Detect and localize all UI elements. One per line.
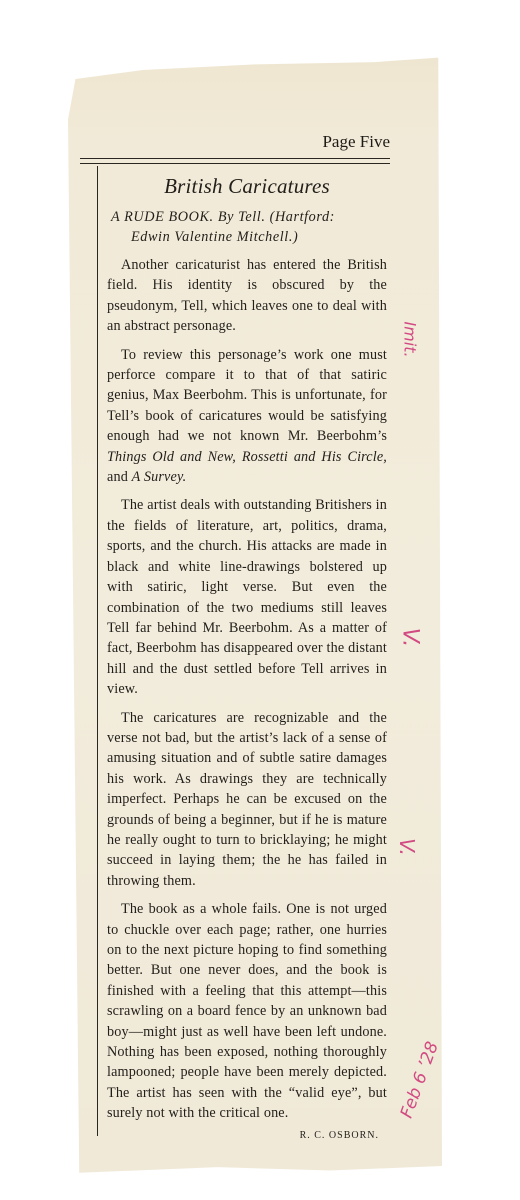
- citation-line-1: A RUDE BOOK. By Tell. (Hartford:: [111, 209, 335, 225]
- header-rule-thin: [80, 163, 390, 164]
- book-citation: [111, 207, 387, 247]
- column-rule: [97, 166, 98, 1136]
- handwritten-date-note: Feb 6 ’28: [396, 1039, 443, 1121]
- paragraph-2-and: and: [107, 469, 132, 486]
- handwritten-note-2: V.: [397, 627, 423, 648]
- handwritten-note-3: V.: [394, 838, 419, 856]
- author-byline: R. C. OSBORN.: [299, 1129, 379, 1141]
- paragraph-4: The caricatures are recognizable and the verse not bad, but the artist’s lack of a sense of amusing situation and of subtle satire damages his work. As drawings they are technically imperfect. Perhaps he can be excused on the grounds of being a beginner, but if he is mature he really ought to turn to bricklaying; he might succeed in laying them; the he has failed in throwing them.: [107, 709, 387, 889]
- paragraph-2-text: To review this personage’s work one must perforce compare it to that of that satiric genius, Max Beerbohm. This is unfortunate, for Tell’s book of caricatures would be satisfying enough had we not known Mr. Beerbohm’s: [107, 346, 387, 445]
- paragraph-2-titles: Things Old and New, Rossetti and His Circle,: [107, 448, 387, 465]
- paragraph-2-title-end: A Survey.: [131, 469, 187, 486]
- citation-line-2: Edwin Valentine Mitchell.): [131, 229, 299, 245]
- header-rule: [80, 158, 390, 159]
- paragraph-3: The artist deals with outstanding Britishers in the fields of literature, art, politics, drama, sports, and the church. His attacks are made in black and white line-drawings bolstered up with satiric, light verse. But even the combination of the two mediums still leaves Tell far behind Mr. Beerbohm. As a matter of fact, Beerbohm has disappeared over the distant hill and the dust settled before Tell arrives in view.: [107, 497, 387, 698]
- page-number-label: Page Five: [322, 132, 390, 151]
- paragraph-2: [107, 345, 387, 488]
- review-article: [107, 170, 387, 1141]
- paragraph-1: Another caricaturist has entered the British field. His identity is obscured by the pseudonym, Tell, which leaves one to deal with an abstract personage.: [107, 257, 387, 335]
- paragraph-5: The book as a whole fails. One is not urged to chuckle over each page; rather, one hurries on to the next picture hoping to find something better. But one never does, and the book is finished with a feeling that this attempt—this scrawling on a board fence by an unknown bad boy—might just as well have been left undone. Nothing has been exposed, nothing thoroughly lampooned; people have been merely depicted. The artist has seen with the “valid eye”, but surely not with the critical one.: [107, 901, 387, 1122]
- article-title: British Caricatures: [164, 174, 330, 198]
- handwritten-note-1: Imit.: [400, 321, 420, 358]
